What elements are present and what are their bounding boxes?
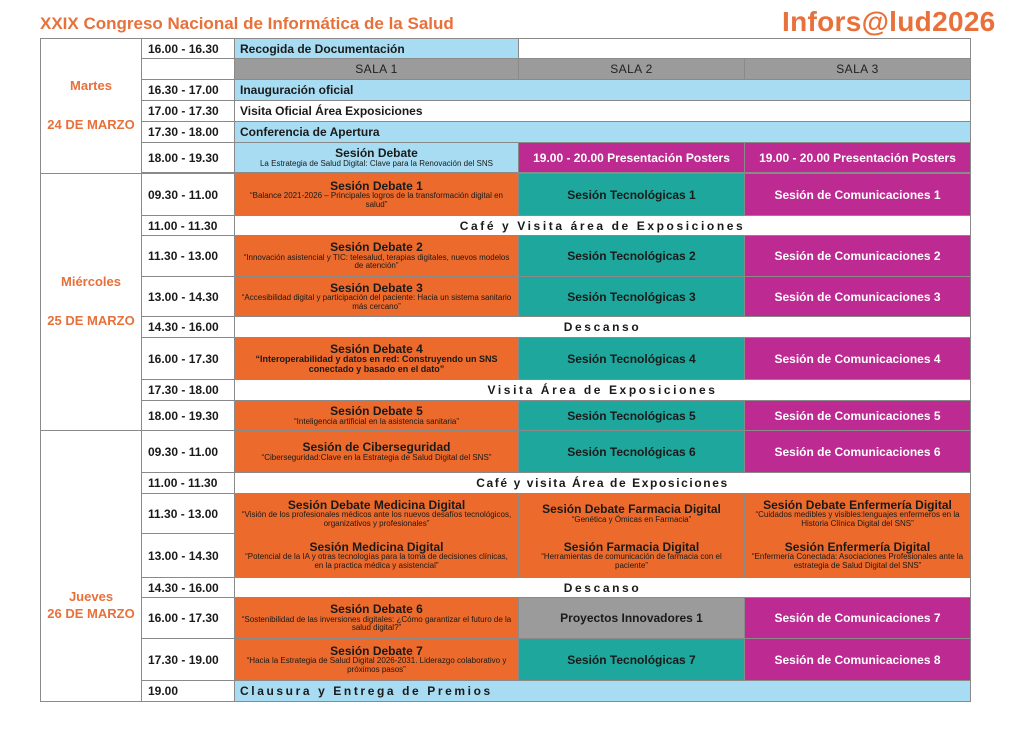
session-cell (235, 639, 519, 681)
table-row (41, 681, 971, 702)
time-cell: 18.00 - 19.30 (142, 143, 235, 173)
session-title: Sesión Debate 6 (330, 602, 423, 617)
time-cell: 17.30 - 18.00 (142, 122, 235, 143)
tech-session-cell: Sesión Tecnológicas 7 (519, 639, 745, 681)
time-cell: 14.30 - 16.00 (142, 578, 235, 598)
session-subtitle: “Hacia la Estrategia de Salud Digital 2026-2031. Liderazgo colaborativo y próximos pasos” (246, 656, 507, 674)
time-cell: 11.00 - 11.30 (142, 216, 235, 236)
session-cell (235, 236, 519, 277)
time-cell: 09.30 - 11.00 (142, 431, 235, 473)
time-cell: 17.00 - 17.30 (142, 101, 235, 122)
table-row (41, 598, 971, 639)
comm-session-cell: Sesión de Comunicaciones 2 (745, 236, 971, 277)
comm-session-cell: Sesión de Comunicaciones 8 (745, 639, 971, 681)
nursing-session-cell (745, 494, 971, 534)
day-cell-martes (41, 39, 142, 174)
session-cell (235, 598, 519, 639)
session-subtitle: “Cuidados medibles y visibles:lenguajes enfermeros en la Historia Clínica Digital del SNS” (755, 510, 960, 528)
sala-header: SALA 3 (745, 59, 971, 80)
break-cell: Café y visita Área de Exposiciones (235, 473, 971, 494)
session-subtitle: La Estrategia de Salud Digital: Clave para la Renovación del SNS (259, 158, 494, 168)
session-subtitle: “Accesibilidad digital y participación del paciente: Hacia un sistema sanitario más cercano” (241, 293, 512, 311)
session-title: Sesión Debate 5 (330, 404, 423, 418)
time-cell: 18.00 - 19.30 (142, 401, 235, 431)
tech-session-cell: Sesión Tecnológicas 1 (519, 174, 745, 216)
posters-cell: 19.00 - 20.00 Presentación Posters (519, 143, 745, 173)
table-row (41, 59, 971, 80)
session-title: Sesión de Ciberseguridad (302, 440, 451, 454)
break-cell: Café y Visita área de Exposiciones (235, 216, 971, 236)
comm-session-cell: Sesión de Comunicaciones 1 (745, 174, 971, 216)
session-subtitle: “Herramientas de comunicación de farmacia con el paciente” (541, 552, 722, 570)
session-title: Sesión Debate Farmacia Digital (542, 502, 721, 516)
table-row (41, 236, 971, 277)
day-name: Miércoles (61, 274, 121, 290)
table-row (41, 401, 971, 431)
session-cell: Inauguración oficial (235, 80, 971, 101)
congress-logo: Infors@lud2026 (782, 6, 996, 37)
session-subtitle: “Inteligencia artificial en la asistencia sanitaria” (294, 416, 459, 426)
table-row (41, 494, 971, 534)
session-cell: Recogida de Documentación (235, 39, 519, 59)
table-row (41, 431, 971, 473)
session-subtitle: “Genética y Ómicas en Farmacia” (571, 514, 692, 524)
tech-session-cell: Sesión Tecnológicas 6 (519, 431, 745, 473)
comm-session-cell: Sesión de Comunicaciones 3 (745, 277, 971, 317)
session-cell (235, 494, 519, 534)
table-row (41, 174, 971, 216)
innovation-session-cell: Proyectos Innovadores 1 (519, 598, 745, 639)
session-title: Sesión Debate 2 (330, 240, 423, 255)
time-cell: 13.00 - 14.30 (142, 277, 235, 317)
session-subtitle: “Balance 2021-2026 – Principales logros de la transformación digital en salud” (249, 191, 504, 209)
session-cell (235, 143, 519, 173)
day-date: 25 DE MARZO (47, 313, 135, 328)
time-cell: 09.30 - 11.00 (142, 174, 235, 216)
comm-session-cell: Sesión de Comunicaciones 5 (745, 401, 971, 431)
tech-session-cell: Sesión Tecnológicas 5 (519, 401, 745, 431)
session-title: Sesión Debate 1 (330, 178, 423, 193)
tech-session-cell: Sesión Tecnológicas 4 (519, 338, 745, 380)
table-row (41, 101, 971, 122)
empty-cell (142, 59, 235, 80)
session-title: Sesión Debate 3 (330, 280, 423, 295)
nursing-session-cell (745, 534, 971, 578)
session-subtitle: “Ciberseguridad:Clave en la Estrategia de Salud Digital del SNS” (261, 452, 492, 462)
session-subtitle: “Innovación asistencial y TIC: telesalud, terapias digitales, nuevos modelos de atención” (243, 252, 510, 271)
session-subtitle: “Sostenibilidad de las inversiones digitales: ¿Cómo garantizar el futuro de la salud digital?” (241, 614, 512, 633)
empty-cell (519, 39, 971, 59)
tech-session-cell: Sesión Tecnológicas 3 (519, 277, 745, 317)
session-title: Sesión Enfermería Digital (784, 539, 931, 554)
day-cell-miercoles (41, 174, 142, 431)
pharmacy-session-cell (519, 534, 745, 578)
break-cell: Descanso (235, 578, 971, 598)
table-row (41, 473, 971, 494)
sala-header: SALA 2 (519, 59, 745, 80)
table-row (41, 277, 971, 317)
table-row (41, 39, 971, 59)
session-subtitle: “Potencial de la IA y otras tecnologías para la toma de decisiones clínicas, en la practica médica y asistencial” (245, 552, 508, 570)
table-row (41, 143, 971, 173)
table-row (41, 122, 971, 143)
time-cell: 11.00 - 11.30 (142, 473, 235, 494)
session-title: Sesión Medicina Digital (309, 539, 444, 554)
day-date: 26 DE MARZO (47, 606, 135, 621)
day-name: Martes (70, 78, 112, 94)
pharmacy-session-cell (519, 494, 745, 534)
session-cell: Visita Oficial Área Exposiciones (235, 101, 971, 122)
break-cell: Visita Área de Exposiciones (235, 380, 971, 401)
time-cell: 17.30 - 19.00 (142, 639, 235, 681)
posters-cell: 19.00 - 20.00 Presentación Posters (745, 143, 971, 173)
table-row (41, 380, 971, 401)
session-title: Sesión Debate Medicina Digital (287, 497, 466, 512)
comm-session-cell: Sesión de Comunicaciones 7 (745, 598, 971, 639)
day-date: 24 DE MARZO (47, 117, 135, 132)
time-cell: 14.30 - 16.00 (142, 317, 235, 338)
program-table (40, 38, 971, 702)
session-cell (235, 338, 519, 380)
table-row (41, 639, 971, 681)
congress-title: XXIX Congreso Nacional de Informática de la Salud (40, 14, 454, 33)
session-subtitle: “Enfermería Conectada: Asociaciones Profesionales ante la estrategia de Salud Digital del SNS” (751, 552, 964, 570)
sala-header: SALA 1 (235, 59, 519, 80)
comm-session-cell: Sesión de Comunicaciones 4 (745, 338, 971, 380)
tech-session-cell: Sesión Tecnológicas 2 (519, 236, 745, 277)
time-cell: 16.00 - 17.30 (142, 338, 235, 380)
session-cell (235, 431, 519, 473)
session-subtitle: “Interoperabilidad y datos en red: Construyendo un SNS conectado y basado en el dato” (255, 354, 498, 374)
session-subtitle: “Visión de los profesionales médicos ante los nuevos desafíos tecnológicos, organizativos y profesionales” (241, 510, 512, 528)
time-cell: 11.30 - 13.00 (142, 494, 235, 534)
time-cell: 16.00 - 16.30 (142, 39, 235, 59)
time-cell: 11.30 - 13.00 (142, 236, 235, 277)
session-cell: Conferencia de Apertura (235, 122, 971, 143)
table-row (41, 216, 971, 236)
session-cell (235, 174, 519, 216)
comm-session-cell: Sesión de Comunicaciones 6 (745, 431, 971, 473)
closing-cell: Clausura y Entrega de Premios (235, 681, 971, 702)
session-title: Sesión Farmacia Digital (563, 539, 700, 554)
session-title: Sesión Debate (335, 146, 418, 160)
break-cell: Descanso (235, 317, 971, 338)
day-cell-jueves (41, 431, 142, 702)
time-cell: 13.00 - 14.30 (142, 534, 235, 578)
session-title: Sesión Debate 7 (330, 643, 423, 658)
time-cell: 19.00 (142, 681, 235, 702)
session-cell (235, 277, 519, 317)
table-row (41, 338, 971, 380)
time-cell: 17.30 - 18.00 (142, 380, 235, 401)
table-row (41, 80, 971, 101)
day-name: Jueves (68, 589, 114, 605)
table-row (41, 534, 971, 578)
session-title: Sesión Debate 4 (330, 341, 423, 356)
time-cell: 16.30 - 17.00 (142, 80, 235, 101)
table-row (41, 578, 971, 598)
session-cell (235, 534, 519, 578)
session-title: Sesión Debate Enfermería Digital (763, 497, 952, 512)
time-cell: 16.00 - 17.30 (142, 598, 235, 639)
session-cell (235, 401, 519, 431)
table-row (41, 317, 971, 338)
